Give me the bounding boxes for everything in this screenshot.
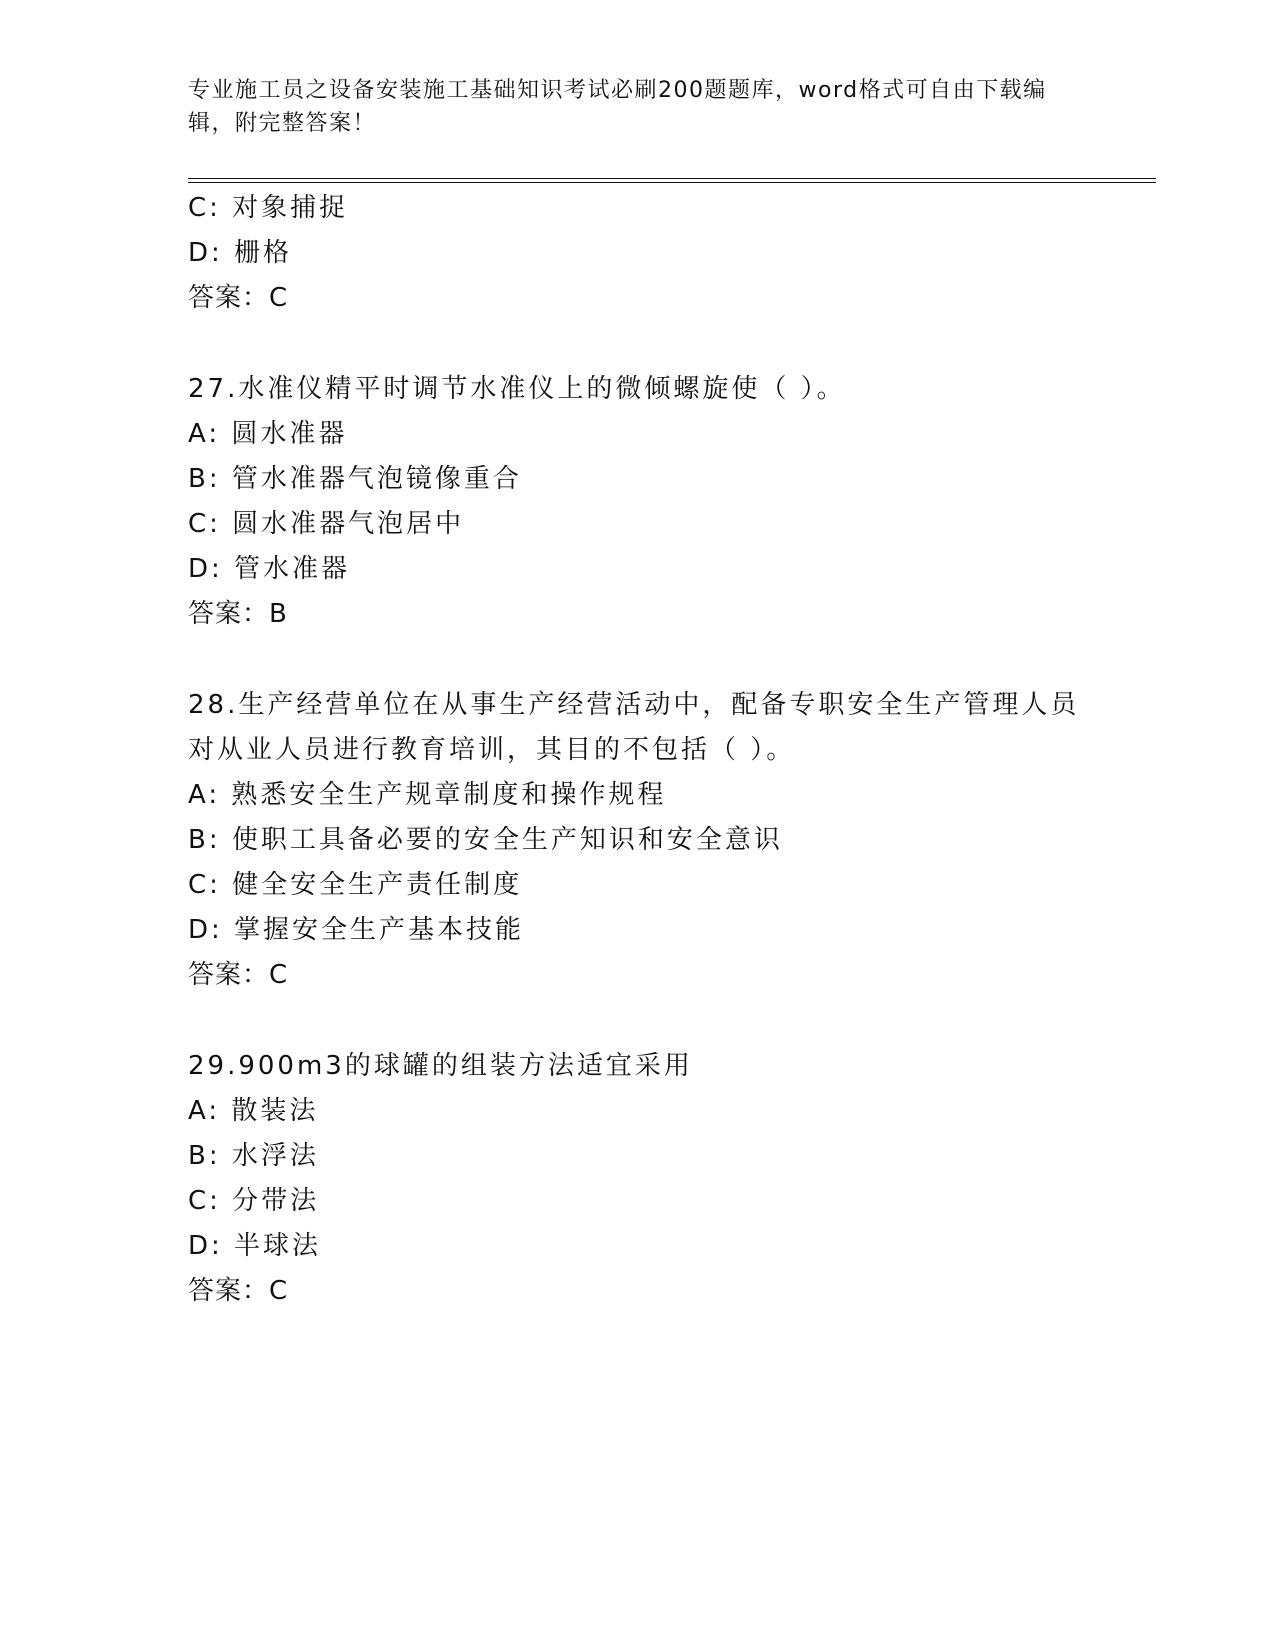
question-27-answer: 答案：B <box>188 599 288 629</box>
option-d: D: 栅格 <box>188 238 293 268</box>
question-27-option-c: C: 圆水准器气泡居中 <box>188 509 465 539</box>
question-29-option-d: D: 半球法 <box>188 1231 322 1261</box>
question-29-stem: 29.900m3的球罐的组装方法适宜采用 <box>188 1051 693 1081</box>
question-28-answer: 答案：C <box>188 960 289 990</box>
question-28-option-d: D: 掌握安全生产基本技能 <box>188 915 525 945</box>
question-29-answer: 答案：C <box>188 1276 289 1306</box>
document-title: 专业施工员之设备安装施工基础知识考试必刷200题题库，word格式可自由下载编辑，附完整答案！ <box>188 78 1047 136</box>
header-divider-bottom <box>188 182 1156 183</box>
question-29-option-c: C: 分带法 <box>188 1186 320 1216</box>
question-28-option-c: C: 健全安全生产责任制度 <box>188 870 523 900</box>
question-27-stem: 27.水准仪精平时调节水准仪上的微倾螺旋使（ ）。 <box>188 374 846 404</box>
header-divider-top <box>188 178 1156 179</box>
question-29-option-b: B: 水浮法 <box>188 1141 319 1171</box>
question-27-option-a: A: 圆水准器 <box>188 419 348 449</box>
question-28-stem-line-2: 对从业人员进行教育培训，其目的不包括（ ）。 <box>188 735 796 765</box>
question-28-option-a: A: 熟悉安全生产规章制度和操作规程 <box>188 780 667 810</box>
question-27-option-d: D: 管水准器 <box>188 554 351 584</box>
answer: 答案：C <box>188 283 289 313</box>
question-28-option-b: B: 使职工具备必要的安全生产知识和安全意识 <box>188 825 783 855</box>
option-c: C: 对象捕捉 <box>188 193 349 223</box>
question-29-option-a: A: 散装法 <box>188 1096 319 1126</box>
question-27-option-b: B: 管水准器气泡镜像重合 <box>188 464 522 494</box>
question-28-stem-line-1: 28.生产经营单位在从事生产经营活动中，配备专职安全生产管理人员 <box>188 690 1080 720</box>
